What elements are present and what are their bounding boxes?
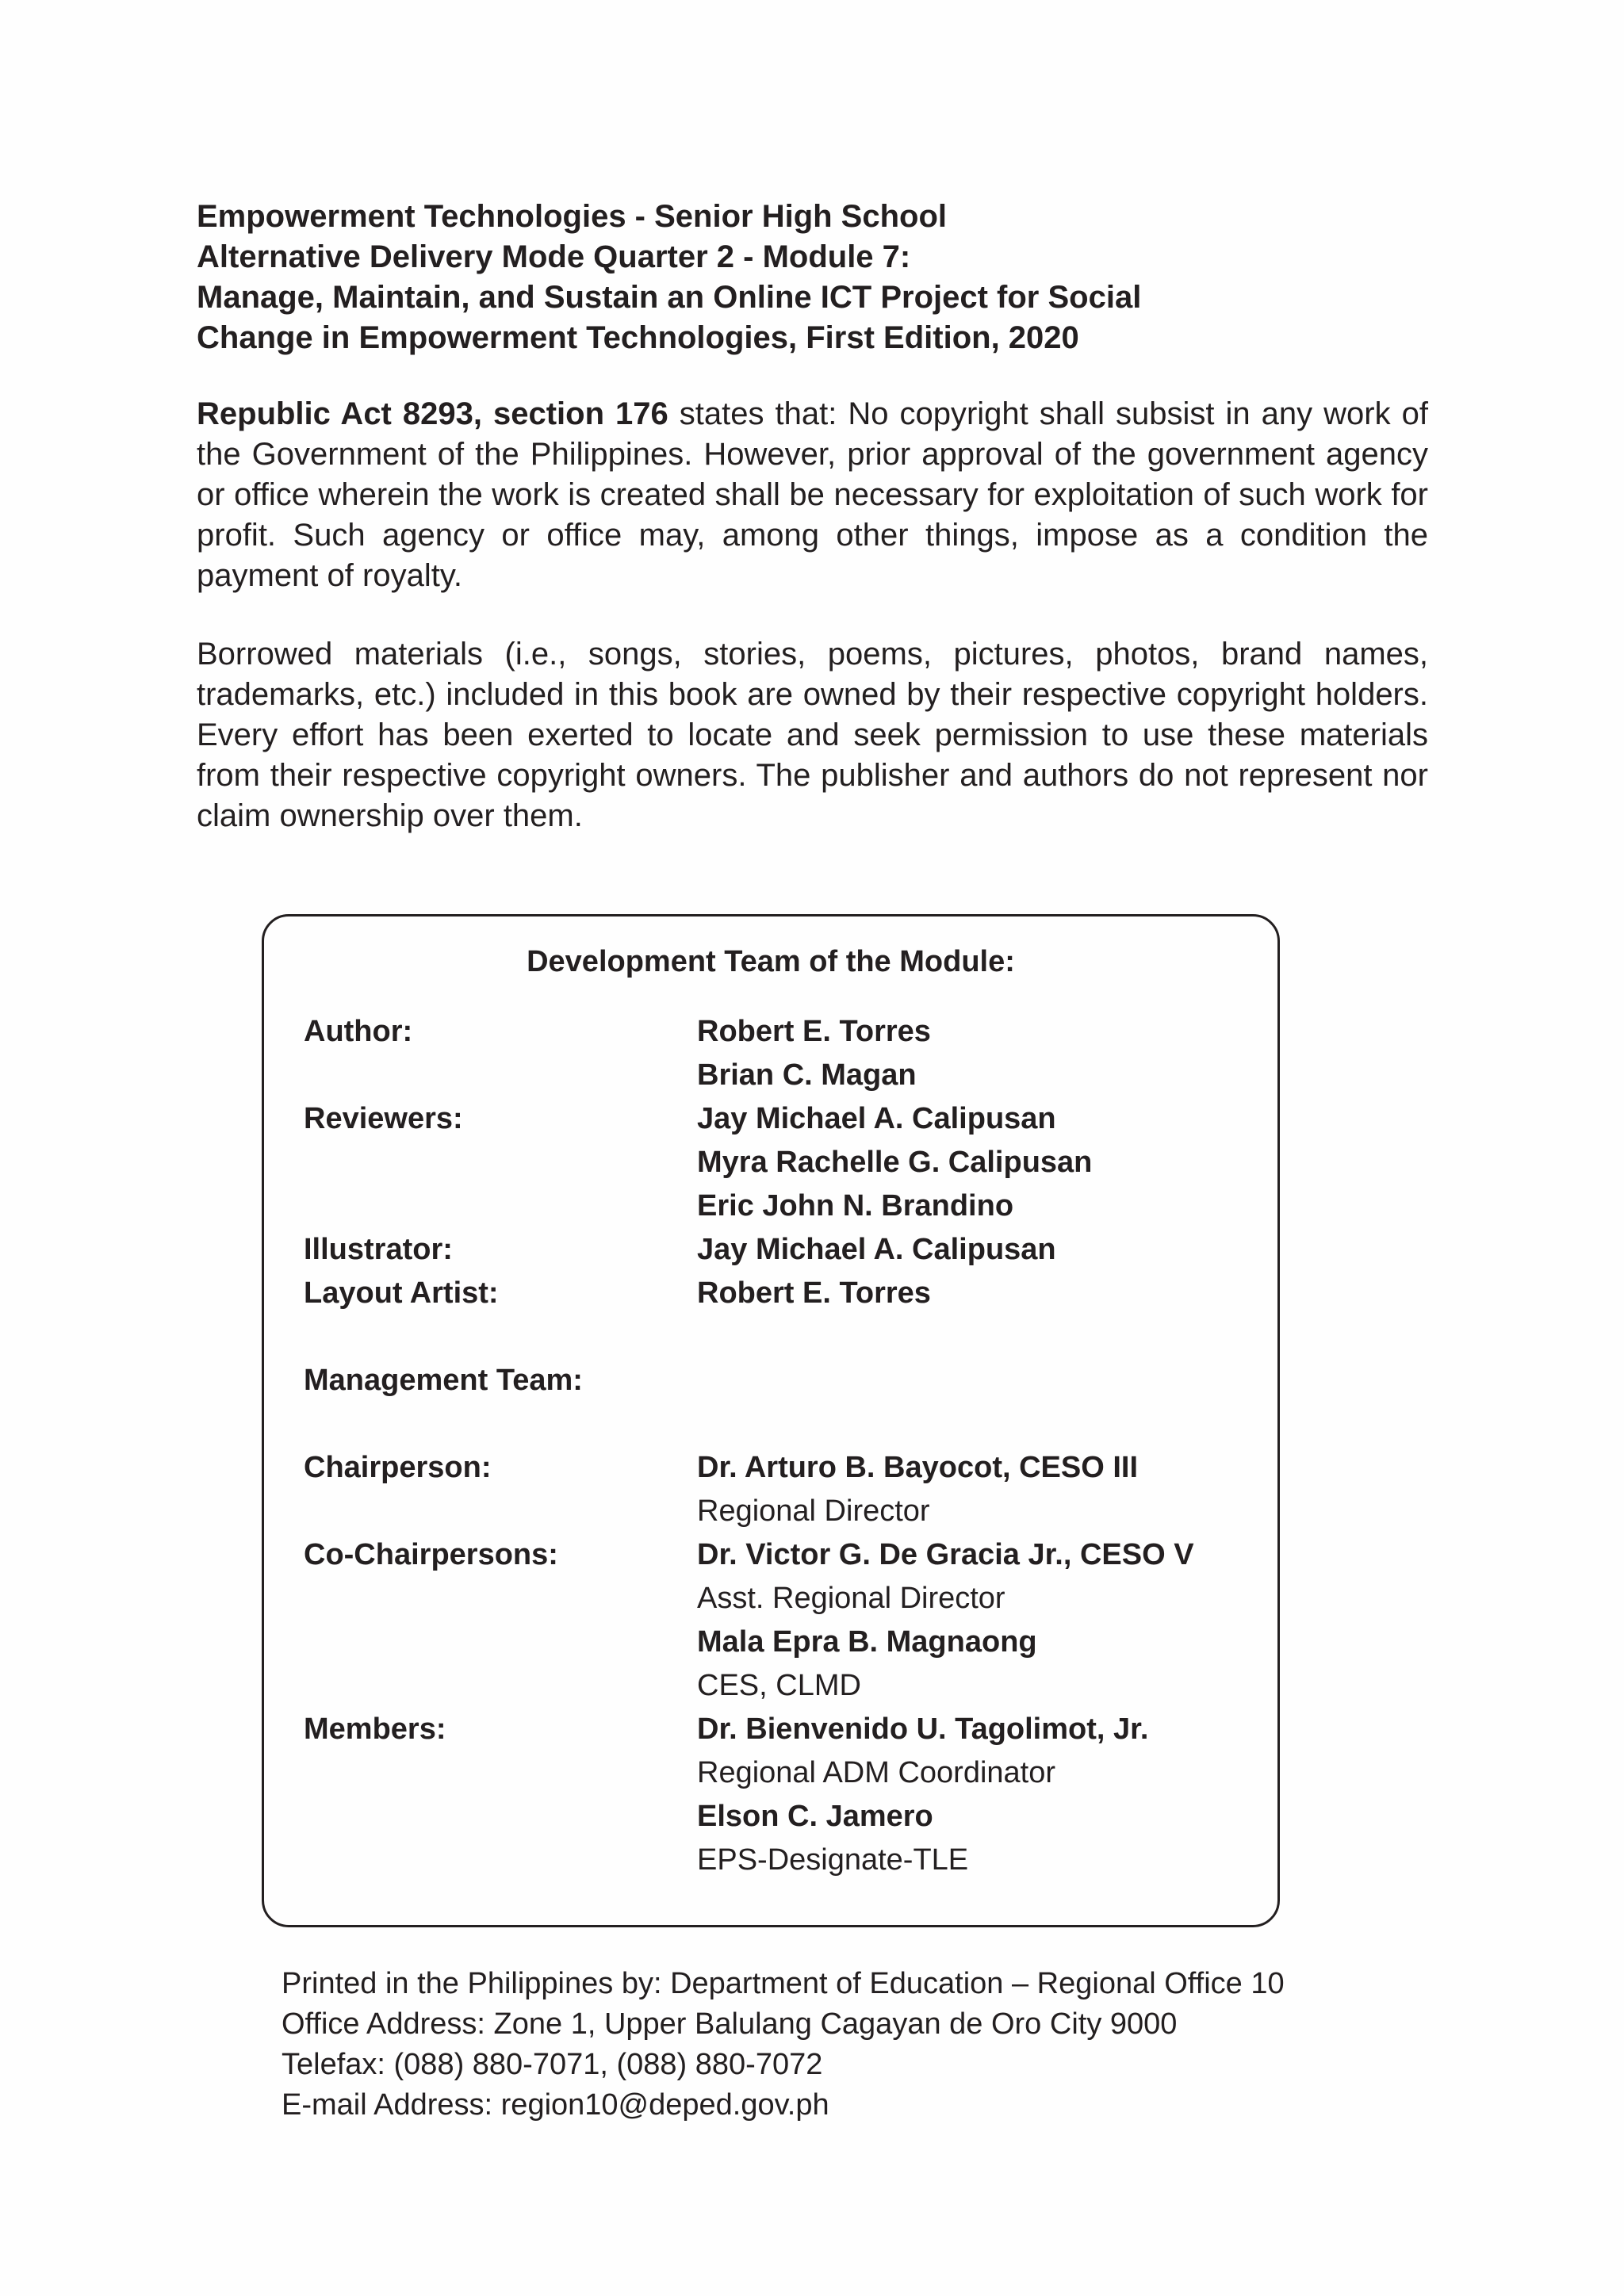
team-row (304, 1664, 1246, 1708)
member-name: Robert E. Torres (697, 1276, 931, 1310)
team-row (304, 1141, 1246, 1184)
team-row (304, 1228, 1246, 1272)
member-name: Elson C. Jamero (697, 1800, 933, 1833)
copyright-paragraph (197, 394, 1428, 596)
team-row (304, 1795, 1246, 1839)
team-row (304, 1446, 1246, 1490)
role-label: Reviewers: (304, 1102, 463, 1135)
printed-by-line: Printed in the Philippines by: Department of Education – Regional Office 10 (282, 1967, 1285, 2000)
team-row (304, 1272, 1246, 1315)
title-line: Change in Empowerment Technologies, First Edition, 2020 (197, 320, 1079, 355)
team-row (304, 1621, 1246, 1664)
team-row (304, 1533, 1246, 1577)
member-name: Mala Epra B. Magnaong (697, 1625, 1037, 1659)
member-name: Jay Michael A. Calipusan (697, 1102, 1056, 1135)
member-name: Dr. Bienvenido U. Tagolimot, Jr. (697, 1712, 1149, 1746)
document-title (197, 197, 1434, 358)
borrowed-materials-paragraph: Borrowed materials (i.e., songs, stories, poems, pictures, photos, brand names, trademarks, etc.) included in this book are owned by their respective copyright holders. Every effort has been exerted to locate and seek permission to use these materials from their respective copyright owners. The publisher and authors do not represent nor claim ownership over them. (197, 637, 1428, 833)
team-row (304, 1839, 1246, 1882)
role-label: Members: (304, 1712, 446, 1746)
role-label: Author: (304, 1015, 413, 1048)
member-name: Robert E. Torres (697, 1015, 931, 1048)
management-team-row (304, 1359, 1246, 1402)
role-label: Chairperson: (304, 1451, 492, 1484)
role-label: Co-Chairpersons: (304, 1538, 558, 1571)
team-row (304, 1054, 1246, 1097)
team-row (304, 1010, 1246, 1054)
member-position: EPS-Designate-TLE (697, 1843, 969, 1877)
member-name: Jay Michael A. Calipusan (697, 1233, 1056, 1266)
member-position: Regional Director (697, 1494, 930, 1528)
management-team-label: Management Team: (304, 1364, 583, 1397)
title-line: Alternative Delivery Mode Quarter 2 - Module 7: (197, 239, 911, 274)
team-row (304, 1577, 1246, 1621)
title-line: Empowerment Technologies - Senior High School (197, 199, 948, 234)
title-line: Manage, Maintain, and Sustain an Online ICT Project for Social (197, 280, 1142, 315)
development-team-box (262, 914, 1280, 1927)
team-heading: Development Team of the Module: (527, 945, 1015, 978)
role-label: Illustrator: (304, 1233, 453, 1266)
copyright-text: states that: No copyright shall subsist in any work of the Government of the Philippines. However, prior approval of the government agency or office wherein the work is created shall be necessary for exploitation of such work for profit. Such agency or office may, among other things, impose as a condition the payment of royalty. (197, 396, 1428, 593)
member-position: Regional ADM Coordinator (697, 1756, 1056, 1789)
team-row (304, 1751, 1246, 1795)
publisher-footer (282, 1964, 1285, 2126)
member-name: Eric John N. Brandino (697, 1189, 1014, 1223)
team-row (304, 1490, 1246, 1533)
member-position: Asst. Regional Director (697, 1582, 1005, 1615)
member-name: Dr. Victor G. De Gracia Jr., CESO V (697, 1538, 1194, 1571)
member-name: Myra Rachelle G. Calipusan (697, 1146, 1093, 1179)
member-name: Brian C. Magan (697, 1058, 917, 1092)
member-name: Dr. Arturo B. Bayocot, CESO III (697, 1451, 1139, 1484)
member-position: CES, CLMD (697, 1669, 861, 1702)
office-address-line: Office Address: Zone 1, Upper Balulang Cagayan de Oro City 9000 (282, 2007, 1178, 2041)
law-reference: Republic Act 8293, section 176 (197, 396, 668, 431)
team-row (304, 1184, 1246, 1228)
email-line: E-mail Address: region10@deped.gov.ph (282, 2088, 829, 2122)
telefax-line: Telefax: (088) 880-7071, (088) 880-7072 (282, 2048, 823, 2081)
team-row (304, 1097, 1246, 1141)
role-label: Layout Artist: (304, 1276, 499, 1310)
team-row (304, 1708, 1246, 1751)
